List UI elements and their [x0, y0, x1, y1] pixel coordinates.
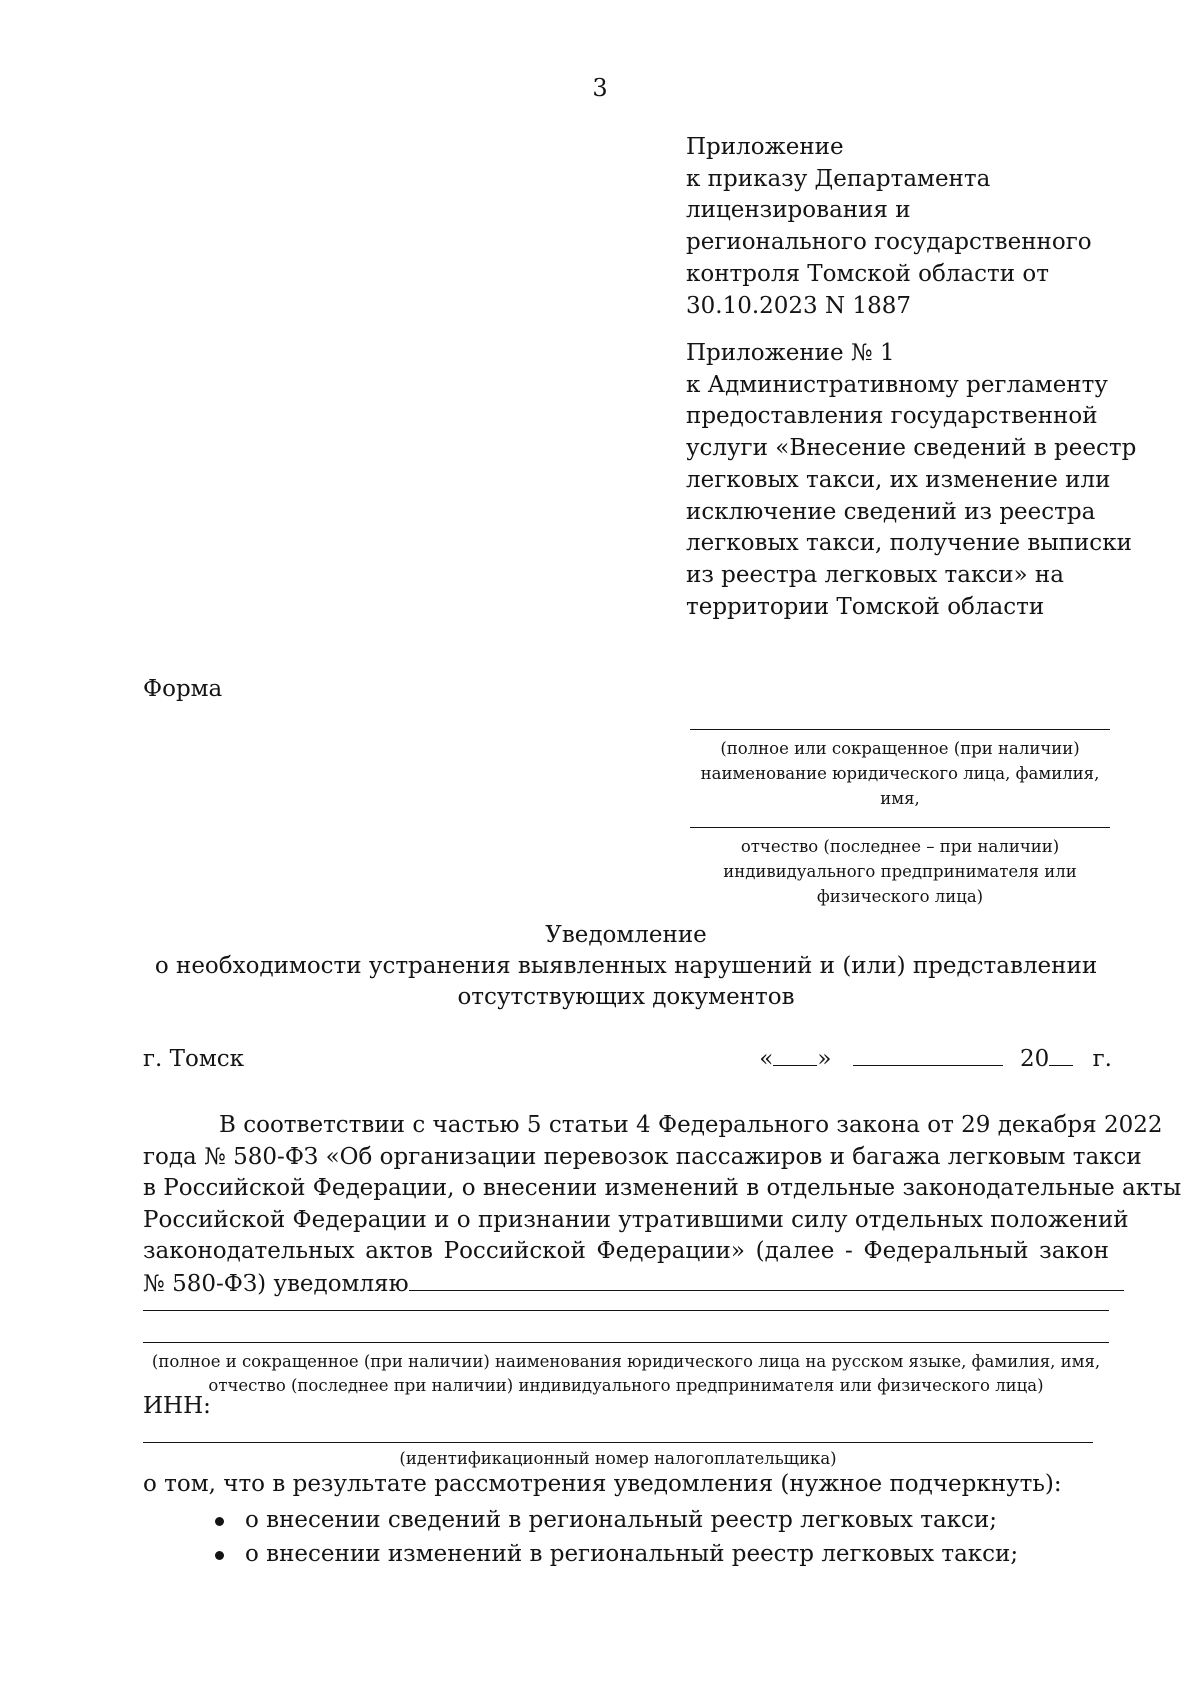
option-text: о внесении сведений в региональный реестр легковых такси; — [245, 1507, 998, 1533]
option-text: о внесении изменений в региональный реестр легковых такси; — [245, 1541, 1019, 1567]
appendix-order-line: лицензирования и — [686, 197, 911, 224]
caption-line: имя, — [880, 789, 920, 808]
body-paragraph — [143, 1110, 1182, 1300]
options-list — [215, 1503, 1018, 1571]
appendix-order-line: 30.10.2023 N 1887 — [686, 292, 911, 319]
inn-caption: (идентификационный номер налогоплательщика) — [399, 1449, 837, 1468]
page-number: 3 — [592, 74, 608, 102]
date-quote-close: » — [817, 1046, 832, 1072]
body-line-last — [143, 1268, 1109, 1301]
date-year-prefix: 20 — [1020, 1046, 1050, 1072]
body-line: года № 580-ФЗ «Об организации перевозок пассажиров и багажа легковым такси — [143, 1143, 1142, 1170]
document-title — [143, 920, 1109, 1013]
appendix-regulation-block — [686, 338, 1136, 623]
option-item[interactable] — [215, 1503, 1018, 1537]
appendix-regulation-line: предоставления государственной — [686, 403, 1098, 430]
appendix-order-line: к приказу Департамента — [686, 165, 991, 192]
recipient-name-field[interactable] — [690, 729, 1110, 730]
body-line: Российской Федерации и о признании утратившими силу отдельных положений — [143, 1206, 1129, 1233]
form-label: Форма — [143, 676, 223, 702]
recipient-block-2 — [690, 827, 1110, 909]
body-line: в Российской Федерации, о внесении изменений в отдельные законодательные акты — [143, 1175, 1182, 1201]
caption-line: индивидуального предпринимателя или — [723, 862, 1077, 881]
date-line — [759, 1046, 1112, 1072]
caption-line: физического лица) — [816, 887, 984, 906]
caption-line: отчество (последнее – при наличии) — [740, 837, 1060, 856]
appendix-regulation-line: исключение сведений из реестра — [686, 498, 1096, 525]
appendix-regulation-line: Приложение № 1 — [686, 340, 895, 366]
date-year-suffix: г. — [1092, 1046, 1112, 1072]
appendix-regulation-line: к Административному регламенту — [686, 371, 1108, 398]
appendix-regulation-line: из реестра легковых такси» на — [686, 561, 1064, 588]
bullet-icon — [215, 1517, 224, 1526]
date-month-field[interactable] — [853, 1047, 1003, 1066]
recipient-patronymic-field[interactable] — [690, 827, 1110, 828]
applicant-name-field[interactable] — [409, 1268, 1124, 1291]
inn-label: ИНН: — [143, 1393, 211, 1419]
appendix-regulation-line: легковых такси, получение выписки — [686, 530, 1132, 557]
applicant-name-field-line-2[interactable] — [143, 1310, 1109, 1311]
appendix-order-block — [686, 132, 1092, 322]
appendix-regulation-line: услуги «Внесение сведений в реестр — [686, 435, 1137, 462]
option-item[interactable] — [215, 1537, 1018, 1571]
appendix-order-line: Приложение — [686, 134, 844, 160]
recipient-caption — [690, 736, 1110, 811]
bullet-icon — [215, 1551, 224, 1560]
place-label: г. Томск — [143, 1046, 245, 1072]
appendix-order-line: контроля Томской области от — [686, 260, 1049, 287]
caption-line: наименование юридического лица, фамилия, — [700, 764, 1100, 783]
inn-field[interactable] — [143, 1442, 1093, 1443]
recipient-block-1 — [690, 729, 1110, 811]
body-last-text: № 580-ФЗ) уведомляю — [143, 1270, 409, 1297]
title-line: о необходимости устранения выявленных нарушений и (или) представлении — [154, 953, 1098, 979]
body-line: законодательных актов Российской Федерации» (далее - Федеральный закон — [143, 1238, 1109, 1264]
result-intro: о том, что в результате рассмотрения уведомления (нужное подчеркнуть): — [143, 1471, 1062, 1497]
title-line: отсутствующих документов — [457, 984, 795, 1010]
date-quote-open: « — [759, 1046, 774, 1072]
recipient-caption — [690, 834, 1110, 909]
date-year-field[interactable] — [1049, 1047, 1073, 1066]
caption-line: (полное и сокращенное (при наличии) наименования юридического лица на русском языке, фамилия, имя, — [151, 1352, 1101, 1371]
appendix-regulation-line: территории Томской области — [686, 593, 1045, 620]
caption-line: отчество (последнее при наличии) индивидуального предпринимателя или физического лица) — [208, 1376, 1044, 1395]
applicant-caption — [143, 1350, 1109, 1398]
applicant-name-field-line-3[interactable] — [143, 1342, 1109, 1343]
body-line: В соответствии с частью 5 статьи 4 Федерального закона от 29 декабря 2022 — [219, 1112, 1163, 1138]
appendix-regulation-line: легковых такси, их изменение или — [686, 466, 1111, 493]
appendix-order-line: регионального государственного — [686, 229, 1092, 256]
title-heading: Уведомление — [545, 922, 707, 948]
date-day-field[interactable] — [773, 1047, 817, 1066]
caption-line: (полное или сокращенное (при наличии) — [720, 739, 1080, 758]
